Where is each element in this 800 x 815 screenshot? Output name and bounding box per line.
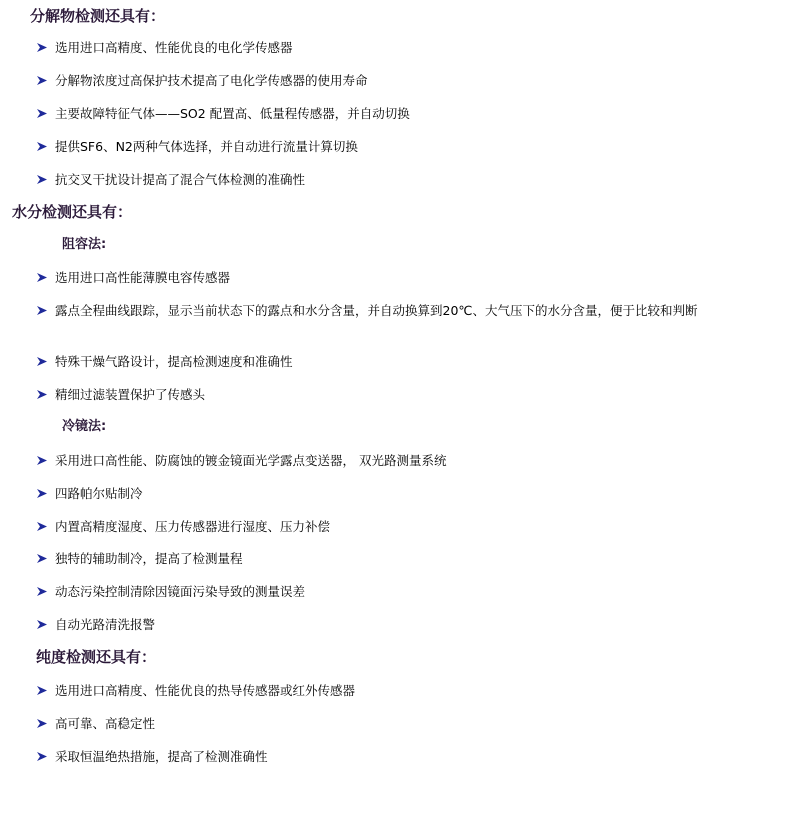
list-item: 内置高精度湿度、压力传感器进行湿度、压力补偿 — [36, 517, 776, 536]
list-item: 高可靠、高稳定性 — [36, 714, 776, 733]
arrow-bullet-icon — [36, 389, 48, 400]
arrow-bullet-icon — [36, 356, 48, 367]
section-heading-decomposition: 分解物检测还具有： — [30, 7, 166, 25]
arrow-bullet-icon — [36, 174, 48, 185]
list-item: 四路帕尔贴制冷 — [36, 484, 776, 503]
arrow-bullet-icon — [36, 305, 48, 316]
arrow-bullet-icon — [36, 455, 48, 466]
list-item: 自动光路清洗报警 — [36, 615, 776, 634]
list-item: 特殊干燥气路设计，提高检测速度和准确性 — [36, 352, 776, 371]
section-heading-moisture: 水分检测还具有： — [12, 203, 133, 221]
list-item: 独特的辅助制冷，提高了检测量程 — [36, 549, 776, 568]
list-item: 分解物浓度过高保护技术提高了电化学传感器的使用寿命 — [36, 71, 776, 90]
list-item: 动态污染控制清除因镜面污染导致的测量误差 — [36, 582, 776, 601]
arrow-bullet-icon — [36, 272, 48, 283]
list-item: 精细过滤装置保护了传感头 — [36, 385, 776, 404]
list-item: 主要故障特征气体——SO2 配置高、低量程传感器，并自动切换 — [36, 104, 776, 123]
arrow-bullet-icon — [36, 685, 48, 696]
section-heading-purity: 纯度检测还具有： — [36, 648, 157, 666]
arrow-bullet-icon — [36, 521, 48, 532]
list-item: 采取恒温绝热措施，提高了检测准确性 — [36, 747, 776, 766]
arrow-bullet-icon — [36, 488, 48, 499]
list-item: 露点全程曲线跟踪，显示当前状态下的露点和水分含量，并自动换算到20℃、大气压下的水分含量，便于比较和判断 — [36, 301, 776, 320]
arrow-bullet-icon — [36, 586, 48, 597]
list-item: 选用进口高精度、性能优良的电化学传感器 — [36, 38, 776, 57]
subsection-heading-capacitive: 阻容法: — [62, 237, 107, 252]
list-item: 抗交叉干扰设计提高了混合气体检测的准确性 — [36, 170, 776, 189]
arrow-bullet-icon — [36, 108, 48, 119]
arrow-bullet-icon — [36, 553, 48, 564]
subsection-heading-chilled-mirror: 冷镜法: — [62, 419, 107, 434]
list-item: 选用进口高性能薄膜电容传感器 — [36, 268, 776, 287]
arrow-bullet-icon — [36, 718, 48, 729]
arrow-bullet-icon — [36, 751, 48, 762]
arrow-bullet-icon — [36, 75, 48, 86]
list-item: 提供SF6、N2两种气体选择，并自动进行流量计算切换 — [36, 137, 776, 156]
arrow-bullet-icon — [36, 619, 48, 630]
list-item: 采用进口高性能、防腐蚀的镀金镜面光学露点变送器， 双光路测量系统 — [36, 451, 776, 470]
arrow-bullet-icon — [36, 42, 48, 53]
list-item: 选用进口高精度、性能优良的热导传感器或红外传感器 — [36, 681, 776, 700]
arrow-bullet-icon — [36, 141, 48, 152]
